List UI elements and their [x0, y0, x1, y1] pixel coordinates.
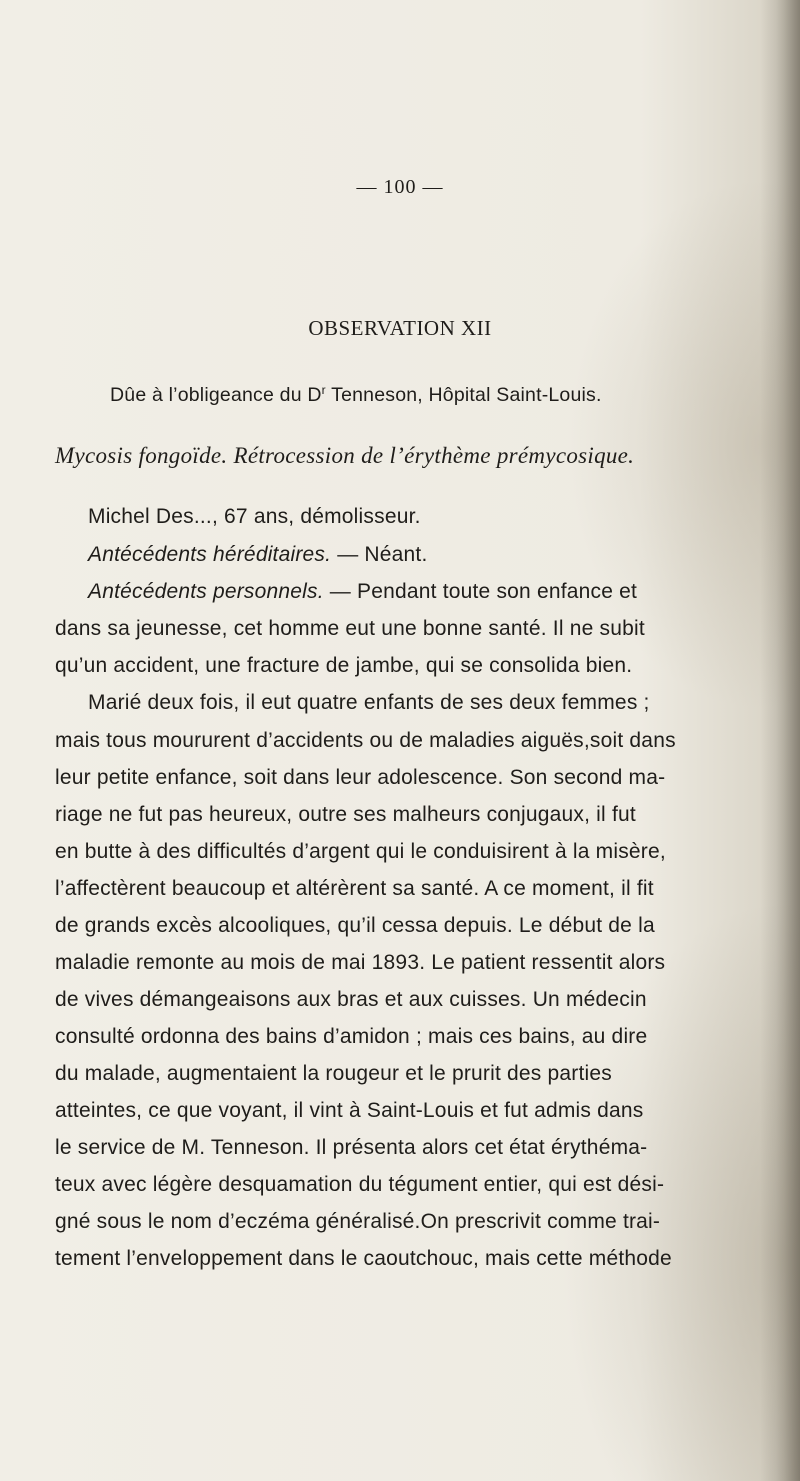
body-line: tement l’enveloppement dans le caoutchouc, mais cette méthode: [55, 1247, 672, 1270]
credit-before: Dûe à l’obligeance du D: [110, 384, 322, 406]
body-line: de grands excès alcooliques, qu’il cessa depuis. Le début de la: [55, 914, 655, 937]
body-line: Marié deux fois, il eut quatre enfants de ses deux femmes ;: [88, 691, 650, 714]
credit-line: [110, 383, 602, 407]
hereditary-label: Antécédents héréditaires.: [88, 543, 332, 566]
credit-after: Tenneson, Hôpital Saint-Louis.: [325, 384, 602, 406]
personal-line: [88, 580, 637, 604]
case-subtitle: Mycosis fongoïde. Rétrocession de l’érythème prémycosique.: [55, 443, 635, 468]
personal-label: Antécédents personnels.: [88, 580, 324, 603]
personal-text: — Pendant toute son enfance et: [323, 580, 638, 603]
hereditary-line: [88, 543, 428, 567]
body-line: le service de M. Tenneson. Il présenta alors cet état érythéma-: [55, 1136, 648, 1159]
body-line: du malade, augmentaient la rougeur et le prurit des parties: [55, 1062, 612, 1085]
body-line: maladie remonte au mois de mai 1893. Le patient ressentit alors: [55, 951, 666, 974]
body-line: l’affectèrent beaucoup et altérèrent sa santé. A ce moment, il fit: [55, 877, 654, 900]
body-line: atteintes, ce que voyant, il vint à Saint-Louis et fut admis dans: [55, 1099, 644, 1122]
page-edge-shadow: [760, 0, 800, 1481]
body-line: en butte à des difficultés d’argent qui le conduisirent à la misère,: [55, 840, 666, 863]
credit-sup: r: [321, 383, 326, 397]
body-line: teux avec légère desquamation du tégument entier, qui est dési-: [55, 1173, 665, 1196]
page-number: — 100 —: [356, 176, 444, 198]
body-line: gné sous le nom d’eczéma généralisé.On prescrivit comme trai-: [55, 1210, 661, 1233]
body-line: qu’un accident, une fracture de jambe, qui se consolida bien.: [55, 654, 633, 677]
observation-title: OBSERVATION XII: [308, 316, 492, 340]
body-line: leur petite enfance, soit dans leur adolescence. Son second ma-: [55, 766, 666, 789]
body-line: de vives démangeaisons aux bras et aux cuisses. Un médecin: [55, 988, 647, 1011]
hereditary-text: — Néant.: [331, 543, 428, 566]
patient-line: Michel Des..., 67 ans, démolisseur.: [88, 505, 421, 528]
body-line: consulté ordonna des bains d’amidon ; mais ces bains, au dire: [55, 1025, 648, 1048]
body-line: riage ne fut pas heureux, outre ses malheurs conjugaux, il fut: [55, 803, 636, 826]
body-line: mais tous moururent d’accidents ou de maladies aiguës,soit dans: [55, 729, 676, 752]
body-line: dans sa jeunesse, cet homme eut une bonne santé. Il ne subit: [55, 617, 645, 640]
